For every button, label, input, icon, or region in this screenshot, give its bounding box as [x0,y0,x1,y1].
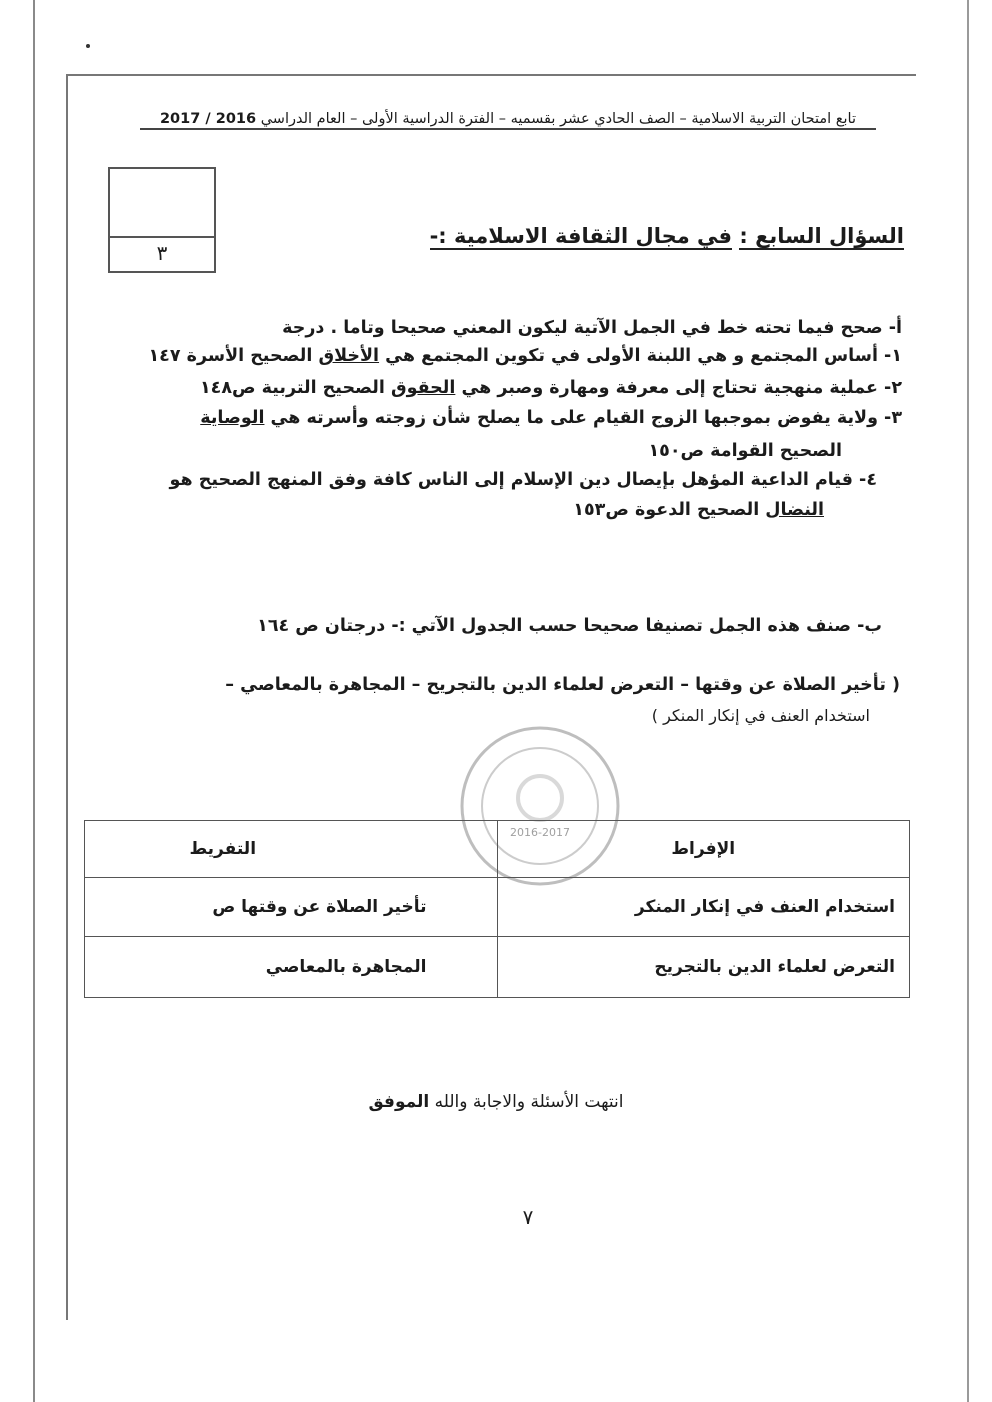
item-1-text: ١- أساس المجتمع و هي اللبنة الأولى في تكوين المجتمع هي [385,346,902,366]
closing-line [0,1092,992,1112]
item-2 [200,378,902,398]
part-b-options-line-1: ( تأخير الصلاة عن وقتها – التعرض لعلماء الدين بالتجريح – المجاهرة بالمعاصي – [225,675,900,695]
table-cell: التعرض لعلماء الدين بالتجريح [497,937,910,998]
stamp-year: 2016-2017 [510,826,570,839]
question-title [430,224,904,248]
item-4-underlined: النضال [765,500,824,520]
item-4-text: ٤- قيام الداعية المؤهل بإيصال دين الإسلام إلى الناس كافة وفق المنهج الصحيح هو [169,470,877,490]
item-3-text: ٣- ولاية يفوض بموجبها الزوج القيام على ما يصلح شأن زوجته وأسرته هي [270,408,902,428]
table-cell: استخدام العنف في إنكار المنكر [497,878,910,937]
item-3-underlined: الوصاية [200,408,265,428]
scan-border-right [967,0,969,1402]
question-label: السؤال السابع : [739,224,904,248]
header-excess: الإفراط [497,821,910,878]
item-2-text: ٢- عملية منهجية تحتاج إلى معرفة ومهارة وصبر هي [461,378,902,398]
header-negligence: التفريط [85,821,498,878]
score-box-divider [110,236,214,238]
table-row [85,937,910,998]
item-2-correction: الصحيح التربية ص١٤٨ [199,378,385,398]
table-cell: المجاهرة بالمعاصي [85,937,498,998]
classification-table [84,820,910,998]
item-1-underlined: الأخلاق [318,346,380,366]
item-2-underlined: الحقوق [390,378,456,398]
score-value: ٣ [156,241,168,265]
header-title: تابع امتحان التربية الاسلامية – الصف الحادي عشر بقسميه – الفترة الدراسية الأولى – العام الدراسي [260,111,857,127]
item-3-correction: الصحيح القوامة ص١٥٠ [648,441,842,461]
item-3 [200,408,902,428]
exam-header [140,111,876,130]
part-b-options-line-2: استخدام العنف في إنكار المنكر ) [651,706,870,725]
header-year: 2016 / 2017 [159,111,257,127]
item-4 [170,470,877,490]
scan-border-left [33,0,35,1402]
item-4-answer [573,500,824,520]
table-cell: تأخير الصلاة عن وقتها ص [85,878,498,937]
closing-text: انتهت الأسئلة والاجابة والله [434,1092,624,1112]
part-b-instruction: ب- صنف هذه الجمل تصنيفا صحيحا حسب الجدول الآتي :- درجتان ص ١٦٤ [257,616,882,636]
page-number: ٧ [522,1205,534,1229]
question-field: في مجال الثقافة الاسلامية :- [429,224,733,248]
item-4-correction: الصحيح الدعوة ص١٥٣ [573,500,760,520]
score-box [108,167,216,273]
closing-bold: الموفق [368,1092,430,1112]
item-1 [149,346,903,366]
item-1-correction: الصحيح الأسرة ١٤٧ [148,346,313,366]
table-row [85,878,910,937]
part-a-instruction: أ- صحح فيما تحته خط في الجمل الآتية ليكون المعني صحيحا وتاما . درجة [282,318,902,338]
table-header-row [85,821,910,878]
scan-speck [86,44,90,48]
